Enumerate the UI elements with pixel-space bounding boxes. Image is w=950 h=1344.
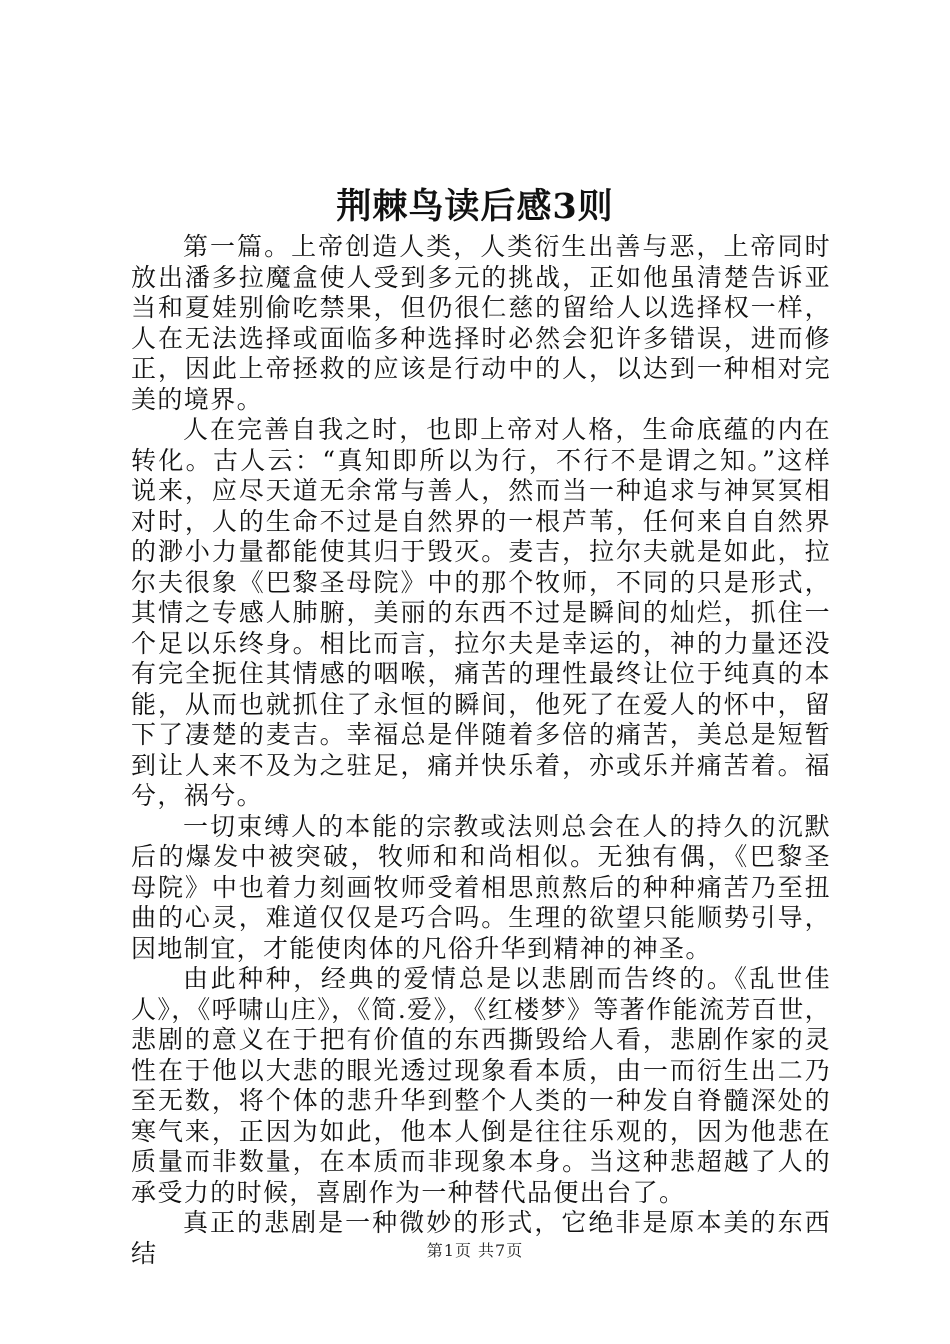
paragraph-4: 由此种种，经典的爱情总是以悲剧而告终的。《乱世佳人》，《呼啸山庄》，《简.爱》，《红楼梦》等著作能流芳百世，悲剧的意义在于把有价值的东西撕毁给人看，悲剧作家的灵性在于他以大悲的眼光透过现象看本质，由一而衍生出二乃至无数，将个体的悲升华到整个人类的一种发自脊髓深处的寒气来，正因为如此，他本人倒是往往乐观的，因为他悲在质量而非数量，在本质而非现象本身。当这种悲超越了人的承受力的时候，喜剧作为一种替代品便出台了。	[131, 964, 831, 1207]
paragraph-2: 人在完善自我之时，也即上帝对人格，生命底蕴的内在转化。古人云：“真知即所以为行，不行不是谓之知。”这样说来，应尽天道无余常与善人，然而当一种追求与神冥冥相对时，人的生命不过是自然界的一根芦苇，任何来自自然界的渺小力量都能使其归于毁灭。麦吉，拉尔夫就是如此，拉尔夫很象《巴黎圣母院》中的那个牧师，不同的只是形式，其情之专感人肺腑，美丽的东西不过是瞬间的灿烂，抓住一个足以乐终身。相比而言，拉尔夫是幸运的，神的力量还没有完全扼住其情感的咽喉，痛苦的理性最终让位于纯真的本能，从而也就抓住了永恒的瞬间，他死了在爱人的怀中，留下了凄楚的麦吉。幸福总是伴随着多倍的痛苦，美总是短暂到让人来不及为之驻足，痛并快乐着，亦或乐并痛苦着。福兮，祸兮。	[131, 415, 831, 810]
document-body	[131, 232, 831, 1269]
page-footer: 第1页 共7页	[426, 1241, 524, 1260]
document-title: 荆棘鸟读后感3则	[336, 186, 614, 227]
paragraph-5: 真正的悲剧是一种微妙的形式，它绝非是原本美的东西结	[131, 1208, 831, 1268]
paragraph-3: 一切束缚人的本能的宗教或法则总会在人的持久的沉默后的爆发中被突破，牧师和和尚相似。无独有偶，《巴黎圣母院》中也着力刻画牧师受着相思煎熬后的种种痛苦乃至扭曲的心灵，难道仅仅是巧合吗。生理的欲望只能顺势引导，因地制宜，才能使肉体的凡俗升华到精神的神圣。	[131, 811, 831, 963]
paragraph-1: 第一篇。上帝创造人类，人类衍生出善与恶，上帝同时放出潘多拉魔盒使人受到多元的挑战，正如他虽清楚告诉亚当和夏娃别偷吃禁果，但仍很仁慈的留给人以选择权一样，人在无法选择或面临多种选择时必然会犯许多错误，进而修正，因此上帝拯救的应该是行动中的人，以达到一种相对完美的境界。	[131, 232, 831, 414]
